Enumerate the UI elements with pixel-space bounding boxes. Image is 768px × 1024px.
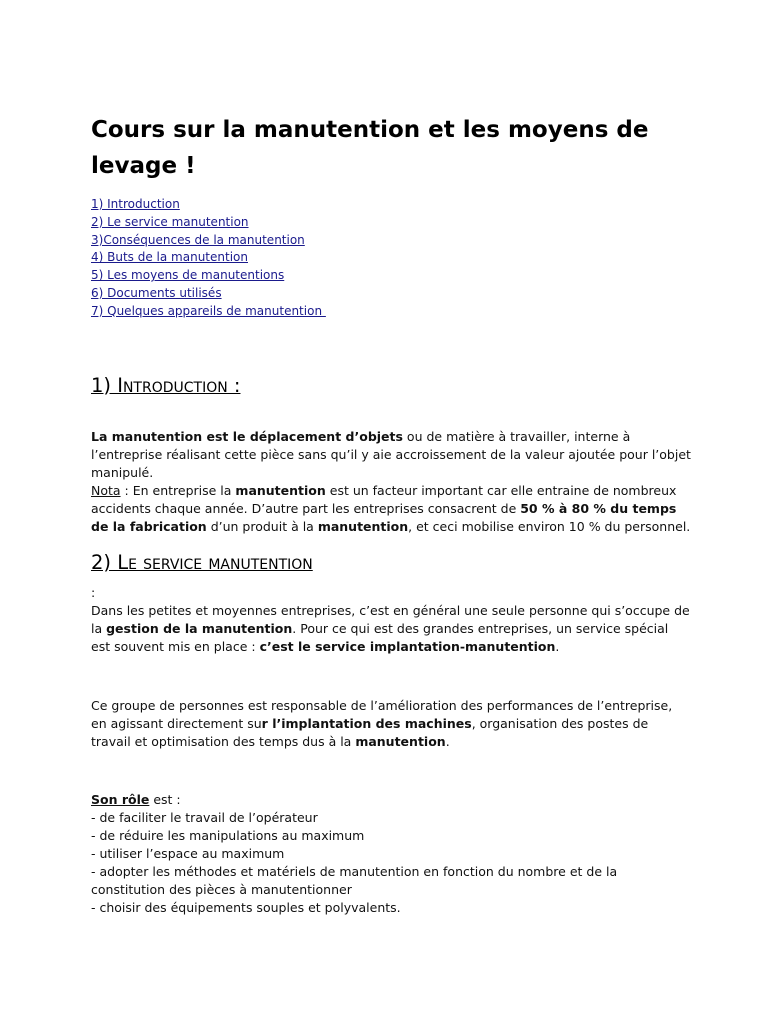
paragraph-text: , et ceci mobilise environ 10 % du personnel.	[408, 519, 691, 535]
paragraph-definition	[91, 428, 691, 537]
toc-link-consequences[interactable]: 3)Conséquences de la manutention	[91, 232, 305, 247]
document-title: Cours sur la manutention et les moyens de levage !	[91, 117, 649, 179]
bold-text: La manutention est le déplacement d’objets	[91, 428, 403, 444]
role-heading	[91, 791, 691, 809]
list-item: - de faciliter le travail de l’opérateur	[91, 809, 318, 825]
list-item: - choisir des équipements souples et polyvalents.	[91, 900, 401, 916]
paragraph-text: .	[555, 639, 560, 655]
nota-label: Nota	[91, 482, 121, 498]
document-page	[91, 112, 691, 917]
toc-link-appareils[interactable]: 7) Quelques appareils de manutention	[91, 303, 326, 318]
section-heading-service-manutention: 2) Le service manutention	[91, 551, 313, 575]
paragraph-service	[91, 584, 691, 656]
toc-link-buts[interactable]: 4) Buts de la manutention	[91, 250, 248, 265]
list-item: - de réduire les manipulations au maximum	[91, 827, 365, 843]
list-item: - utiliser l’espace au maximum	[91, 846, 285, 862]
table-of-contents	[91, 196, 691, 321]
paragraph-groupe	[91, 697, 691, 751]
bold-text: r l’implantation des machines	[261, 715, 472, 731]
paragraph-text: Ce groupe de personnes est responsable de l’amélioration des performances de l’entreprise, en agissant directement su	[91, 697, 673, 731]
toc-link-documents[interactable]: 6) Documents utilisés	[91, 285, 222, 300]
bold-text: manutention	[317, 519, 409, 535]
role-list	[91, 809, 691, 918]
bold-text: manutention	[235, 482, 326, 498]
paragraph-text: , organisation des postes de travail et optimisation des temps dus à la	[91, 715, 649, 749]
bold-text: gestion de la manutention	[106, 621, 293, 637]
toc-link-introduction[interactable]: 1) Introduction	[91, 197, 180, 211]
toc-link-service-manutention[interactable]: 2) Le service manutention	[91, 214, 249, 229]
toc-link-moyens[interactable]: 5) Les moyens de manutentions	[91, 268, 285, 283]
bold-text: c’est le service implantation-manutention	[259, 639, 556, 655]
bold-text: manutention	[355, 733, 446, 749]
paragraph-text: d’un produit à la	[206, 519, 318, 535]
paragraph-text: Dans les petites et moyennes entreprises, c’est en général une seule personne qui s’occupe de la	[91, 603, 690, 637]
bold-text: 50 % à 80 % du temps de la fabrication	[91, 500, 677, 535]
paragraph-text: . Pour ce qui est des grandes entreprises, un service spécial est souvent mis en place :	[91, 621, 669, 655]
paragraph-text: ou de matière à travailler, interne à l’entreprise réalisant cette pièce sans qu’il y aie accroissement de la valeur ajoutée pour l’objet manipulé.	[91, 428, 691, 480]
paragraph-text: .	[445, 733, 450, 749]
colon-text: :	[91, 585, 96, 601]
list-item: - adopter les méthodes et matériels de manutention en fonction du nombre et de la constitution des pièces à manutentionner	[91, 864, 618, 898]
role-suffix: est :	[149, 791, 181, 807]
paragraph-text: est un facteur important car elle entraine de nombreux accidents chaque année. D’autre part les entreprises consacrent de	[91, 482, 677, 516]
role-label: Son rôle	[91, 791, 150, 807]
section-heading-introduction: 1) Introduction :	[91, 373, 241, 397]
paragraph-text: : En entreprise la	[120, 482, 236, 498]
